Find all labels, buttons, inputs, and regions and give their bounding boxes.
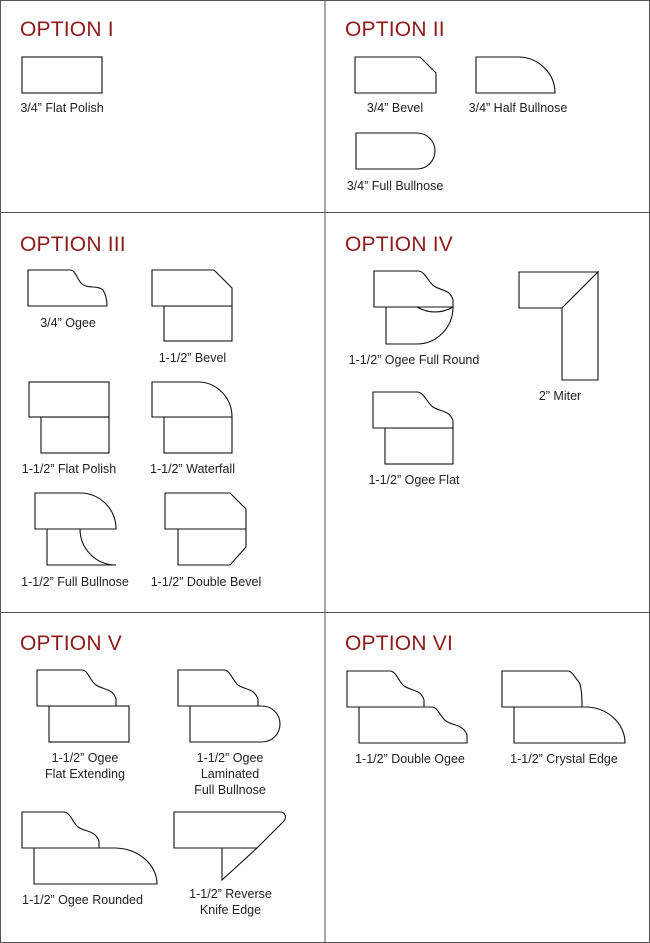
profile-flat-polish-1-1-2 [29,382,109,453]
label-ogee-rounded-1-1-2: 1-1/2” Ogee Rounded [22,893,143,907]
label-reverse-knife-edge-1-1-2 [178,886,283,918]
label-ogee-3-4: 3/4” Ogee [40,316,96,330]
option-3-title: OPTION III [20,233,126,256]
label-bevel-3-4: 3/4” Bevel [366,101,424,115]
profile-ogee-rounded-1-1-2 [22,812,157,884]
label-full-bullnose-1-1-2: 1-1/2” Full Bullnose [21,575,129,589]
profile-bevel-1-1-2 [152,270,232,341]
label-miter-2: 2” Miter [538,389,582,403]
label-flat-polish-1-1-2: 1-1/2” Flat Polish [21,462,117,476]
label-line: Full Bullnose [194,783,266,797]
profile-ogee-flat-extending-1-1-2 [37,670,129,742]
label-ogee-flat-extending-1-1-2 [35,750,135,782]
label-crystal-edge-1-1-2: 1-1/2” Crystal Edge [510,752,618,766]
option-4-title: OPTION IV [345,233,453,256]
profile-double-bevel-1-1-2 [165,493,246,565]
label-full-bullnose-3-4: 3/4” Full Bullnose [346,179,444,193]
label-ogee-flat-1-1-2: 1-1/2” Ogee Flat [368,473,460,487]
profile-waterfall-1-1-2 [152,382,232,453]
option-5-title: OPTION V [20,632,122,655]
profile-miter-2 [519,272,598,380]
label-bevel-1-1-2: 1-1/2” Bevel [158,351,227,365]
profile-ogee-full-round-1-1-2 [374,271,453,344]
label-ogee-laminated-full-bullnose-1-1-2 [180,750,280,798]
profile-ogee-3-4 [28,270,107,306]
label-line: 1-1/2” Ogee [196,751,264,765]
label-waterfall-1-1-2: 1-1/2” Waterfall [150,462,235,476]
label-double-bevel-1-1-2: 1-1/2” Double Bevel [150,575,262,589]
label-flat-polish-3-4: 3/4” Flat Polish [20,101,104,115]
label-line: Knife Edge [199,903,262,917]
label-line: 1-1/2” Ogee [51,751,119,765]
label-line: Laminated [200,767,260,781]
profile-flat-polish-3-4 [22,57,102,93]
profile-crystal-edge-1-1-2 [502,671,625,743]
profile-reverse-knife-edge-1-1-2 [174,812,285,880]
profile-bevel-3-4 [355,57,436,93]
profile-double-ogee-1-1-2 [347,671,467,743]
profile-ogee-laminated-full-bullnose-1-1-2 [178,670,280,742]
profile-ogee-flat-1-1-2 [373,392,453,464]
profile-full-bullnose-3-4 [356,133,435,169]
option-6-title: OPTION VI [345,632,453,655]
label-line: Flat Extending [45,767,125,781]
label-half-bullnose-3-4: 3/4” Half Bullnose [468,101,568,115]
label-line: 1-1/2” Reverse [189,887,272,901]
label-double-ogee-1-1-2: 1-1/2” Double Ogee [355,752,465,766]
option-2-title: OPTION II [345,18,445,41]
profile-half-bullnose-3-4 [476,57,555,93]
option-1-title: OPTION I [20,18,114,41]
label-ogee-full-round-1-1-2: 1-1/2” Ogee Full Round [348,353,480,367]
profile-full-bullnose-1-1-2 [35,493,116,565]
